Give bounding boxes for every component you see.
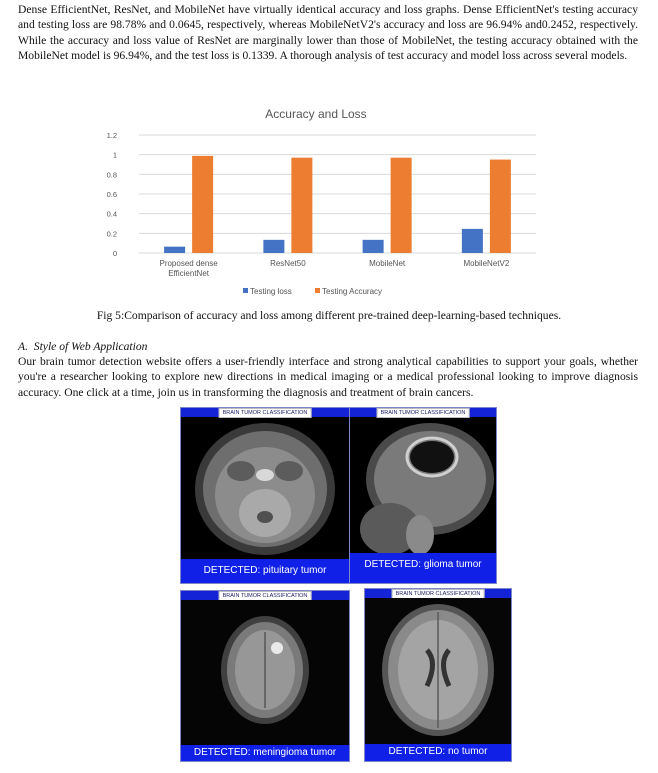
panel-result-bar <box>181 745 349 761</box>
detection-result: DETECTED: glioma tumor <box>364 559 482 570</box>
legend-swatch <box>315 288 320 293</box>
scan-panel-pituitary <box>180 407 350 584</box>
bar-testing-loss <box>363 240 384 253</box>
chart-x-labels <box>159 259 509 278</box>
panel-result-bar <box>350 553 496 583</box>
chart-title: Accuracy and Loss <box>265 107 367 121</box>
bar-testing-accuracy <box>391 158 412 253</box>
figure-caption: Fig 5:Comparison of accuracy and loss among different pre-trained deep-learning-based techniques. <box>96 309 562 322</box>
detection-result: DETECTED: no tumor <box>388 746 488 757</box>
bar-testing-accuracy <box>192 156 213 253</box>
y-tick-label: 0.6 <box>106 190 117 199</box>
legend-swatch <box>243 288 248 293</box>
bar-testing-loss <box>263 240 284 253</box>
panel-header-label: BRAIN TUMOR CLASSIFICATION <box>377 408 470 418</box>
detection-result: DETECTED: pituitary tumor <box>203 565 327 576</box>
section-number: A. <box>18 340 28 353</box>
y-tick-label: 1.2 <box>106 131 117 140</box>
mri-scan-image <box>181 600 349 744</box>
panel-header <box>350 408 496 417</box>
mri-scan-image <box>181 417 349 565</box>
bar-testing-loss <box>462 229 483 253</box>
y-tick-label: 0.2 <box>106 229 117 239</box>
bar-testing-accuracy <box>490 160 511 253</box>
x-tick-label: MobileNet <box>369 259 406 268</box>
panel-result-bar <box>365 744 511 761</box>
mri-scan-image <box>350 417 496 557</box>
chart-bars <box>164 156 511 253</box>
y-tick-label: 0.4 <box>106 209 117 219</box>
scan-panel-glioma <box>349 407 497 584</box>
legend-label: Testing Accuracy <box>322 287 383 296</box>
panel-header-label: BRAIN TUMOR CLASSIFICATION <box>392 589 485 599</box>
panel-header-label: BRAIN TUMOR CLASSIFICATION <box>219 591 312 601</box>
web-app-paragraph: Our brain tumor detection website offers a user-friendly interface and strong analytical capabilities to support your goals, whether you're a researcher looking to explore new directions in medical imaging or a medical professional looking to improve diagnosis accuracy. One click at a time, join us in transforming the diagnosis and treatment of brain cancers. <box>18 355 638 399</box>
x-tick-label: Proposed dense <box>159 259 218 268</box>
section-title: Style of Web Application <box>33 340 148 353</box>
intro-paragraph: Dense EfficientNet, ResNet, and MobileNet have virtually identical accuracy and loss graphs. Dense EfficientNet's testing accuracy and testing loss are 98.78% and 0.0645, respectively, whereas MobileNetV2's accuracy and loss are 96.94% and0.2452, respectively. While the accuracy and loss value of ResNet are marginally lower than those of MobileNet, the testing accuracy obtained with the MobileNet model is 96.94%, and the test loss is 0.1339. A thorough analysis of test accuracy and model loss across several models. <box>18 3 638 63</box>
panel-header-label: BRAIN TUMOR CLASSIFICATION <box>219 408 312 418</box>
legend-label: Testing loss <box>250 287 292 296</box>
scan-panel-no-tumor <box>364 588 512 762</box>
detection-result: DETECTED: meningioma tumor <box>193 747 337 758</box>
panel-header <box>365 589 511 598</box>
x-tick-label: EfficientNet <box>168 269 210 278</box>
scan-panel-meningioma <box>180 590 350 762</box>
panel-result-bar <box>181 559 349 583</box>
section-heading <box>18 340 147 353</box>
x-tick-label: ResNet50 <box>270 259 306 268</box>
accuracy-loss-chart <box>101 100 555 305</box>
bar-testing-accuracy <box>291 158 312 253</box>
y-tick-label: 0.8 <box>106 170 117 180</box>
chart-legend <box>243 287 382 296</box>
mri-scan-image <box>365 598 511 744</box>
y-tick-label: 0 <box>112 249 117 258</box>
y-tick-label: 1 <box>112 150 117 160</box>
panel-header <box>181 591 349 600</box>
bar-testing-loss <box>164 247 185 253</box>
x-tick-label: MobileNetV2 <box>463 259 510 268</box>
chart-y-ticks <box>107 131 117 258</box>
panel-header <box>181 408 349 417</box>
